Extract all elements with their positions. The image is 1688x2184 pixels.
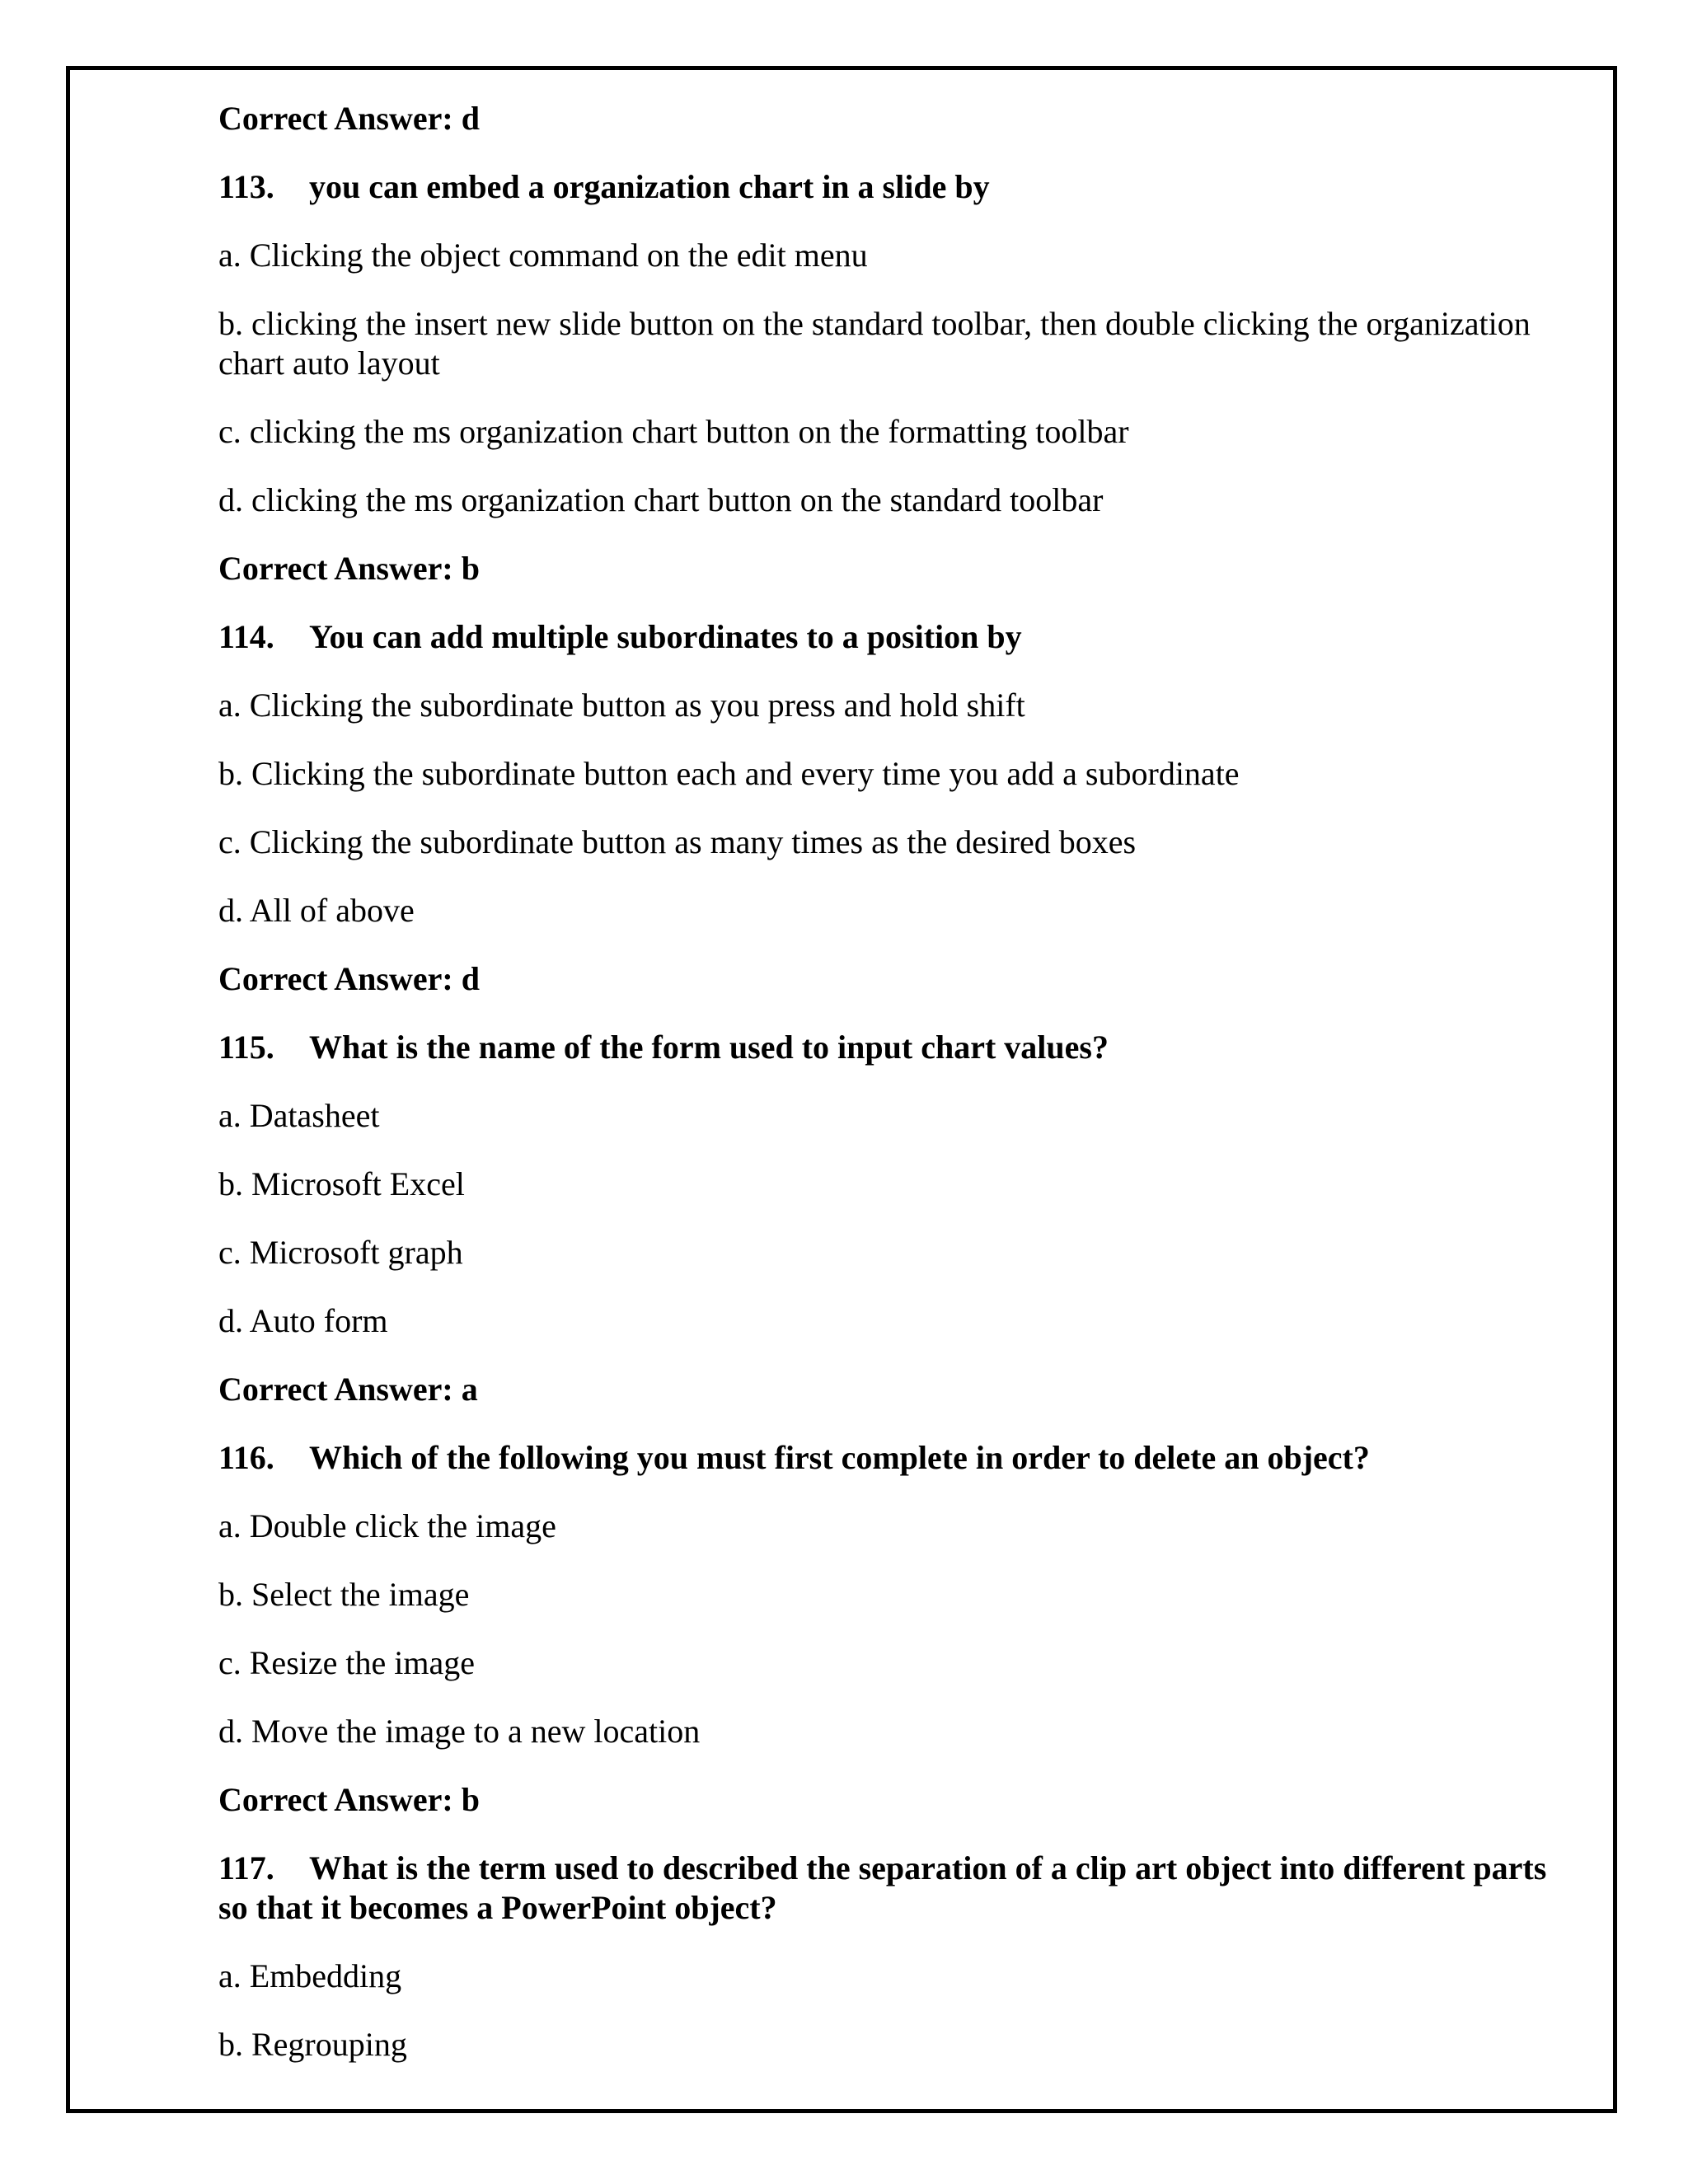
answer-option: a. Clicking the subordinate button as you press and hold shift bbox=[218, 687, 1025, 724]
question-text: What is the name of the form used to input chart values? bbox=[309, 1029, 1109, 1066]
answer-option: b. Clicking the subordinate button each and every time you add a subordinate bbox=[218, 755, 1240, 792]
answer-option: b. clicking the insert new slide button on the standard toolbar, then double clicking the organization chart auto layout bbox=[218, 305, 1531, 382]
question-text: What is the term used to described the separation of a clip art object into different parts so that it becomes a PowerPoint object? bbox=[218, 1849, 1547, 1926]
correct-answer: Correct Answer: d bbox=[218, 100, 480, 137]
question-heading bbox=[218, 1028, 1570, 1067]
answer-option: b. Microsoft Excel bbox=[218, 1165, 465, 1202]
question-number: 116. bbox=[218, 1439, 274, 1476]
question-heading bbox=[218, 617, 1570, 657]
answer-option: c. clicking the ms organization chart button on the formatting toolbar bbox=[218, 413, 1129, 450]
answer-option: c. Clicking the subordinate button as many times as the desired boxes bbox=[218, 823, 1137, 860]
answer-option: d. Move the image to a new location bbox=[218, 1713, 701, 1750]
answer-option: b. Select the image bbox=[218, 1576, 470, 1613]
answer-option: d. All of above bbox=[218, 892, 415, 929]
answer-option: a. Embedding bbox=[218, 1957, 402, 1994]
question-heading bbox=[218, 1438, 1570, 1478]
question-number: 113. bbox=[218, 168, 274, 205]
answer-option: d. Auto form bbox=[218, 1302, 388, 1339]
question-number: 114. bbox=[218, 618, 274, 655]
answer-option: d. clicking the ms organization chart button on the standard toolbar bbox=[218, 481, 1104, 518]
answer-option: a. Clicking the object command on the edit menu bbox=[218, 237, 868, 274]
document-content bbox=[218, 99, 1570, 2093]
answer-option: b. Regrouping bbox=[218, 2026, 407, 2063]
correct-answer: Correct Answer: b bbox=[218, 550, 480, 587]
correct-answer: Correct Answer: d bbox=[218, 960, 480, 997]
question-number: 117. bbox=[218, 1849, 274, 1886]
answer-option: a. Datasheet bbox=[218, 1097, 380, 1134]
question-text: You can add multiple subordinates to a position by bbox=[309, 618, 1022, 655]
question-number: 115. bbox=[218, 1029, 274, 1066]
question-text: Which of the following you must first complete in order to delete an object? bbox=[309, 1439, 1370, 1476]
answer-option: a. Double click the image bbox=[218, 1507, 556, 1544]
answer-option: c. Resize the image bbox=[218, 1644, 475, 1681]
question-heading bbox=[218, 167, 1570, 207]
question-heading bbox=[218, 1849, 1570, 1928]
correct-answer: Correct Answer: b bbox=[218, 1781, 480, 1818]
answer-option: c. Microsoft graph bbox=[218, 1234, 463, 1271]
question-text: you can embed a organization chart in a slide by bbox=[309, 168, 990, 205]
correct-answer: Correct Answer: a bbox=[218, 1371, 478, 1408]
